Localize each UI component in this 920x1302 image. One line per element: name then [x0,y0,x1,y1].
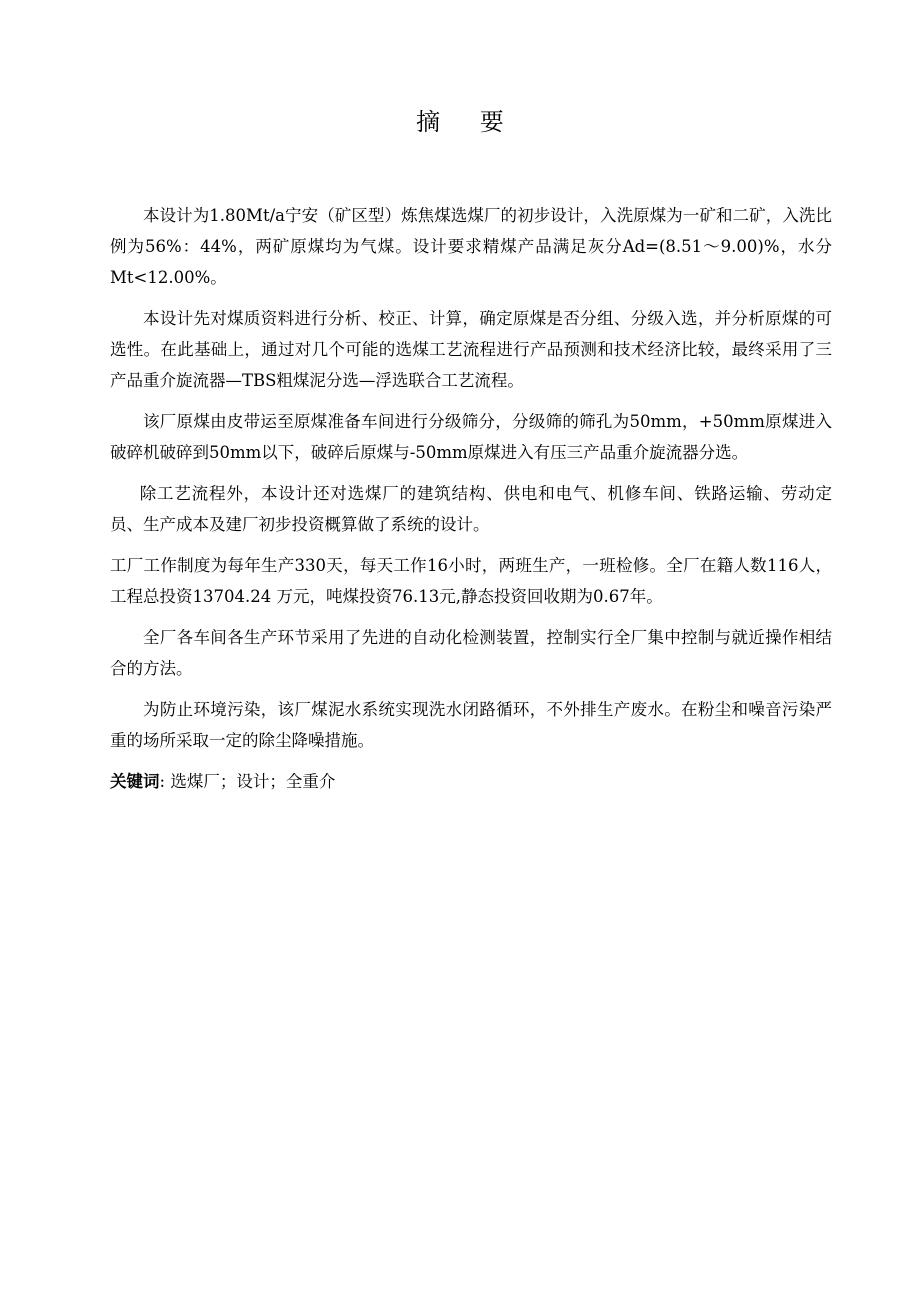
keywords-separator: : [159,772,171,791]
keywords-line [110,766,832,797]
keywords-values: 选煤厂；设计；全重介 [170,772,336,791]
abstract-title: 摘 要 [416,108,520,136]
paragraph-coal-preparation: 该厂原煤由皮带运至原煤准备车间进行分级筛分，分级筛的筛孔为50mm，+50mm原煤进入破碎机破碎到50mm以下，破碎后原煤与-50mm原煤进入有压三产品重介旋流器分选。 [110,412,832,462]
paragraph-process-selection: 本设计先对煤质资料进行分析、校正、计算，确定原煤是否分组、分级入选，并分析原煤的可选性。在此基础上，通过对几个可能的选煤工艺流程进行产品预测和技术经济比较，最终采用了三产品重介旋流器—TBS粗煤泥分选—浮选联合工艺流程。 [110,309,832,390]
paragraph-design-overview: 本设计为1.80Mt/a宁安（矿区型）炼焦煤选煤厂的初步设计，入洗原煤为一矿和二矿，入洗比例为56%：44%，两矿原煤均为气煤。设计要求精煤产品满足灰分Ad=(8.51～9.00)%，水分Mt<12.00%。 [110,206,832,287]
keywords-label: 关键词 [110,772,160,791]
paragraph-other-designs: 除工艺流程外，本设计还对选煤厂的建筑结构、供电和电气、机修车间、铁路运输、劳动定员、生产成本及建厂初步投资概算做了系统的设计。 [110,484,832,534]
paragraph-work-schedule: 工厂工作制度为每年生产330天，每天工作16小时，两班生产，一班检修。全厂在籍人数116人，工程总投资13704.24 万元，吨煤投资76.13元,静态投资回收期为0.67年。 [110,556,832,606]
paragraph-automation: 全厂各车间各生产环节采用了先进的自动化检测装置，控制实行全厂集中控制与就近操作相结合的方法。 [110,628,832,678]
abstract-body [110,200,832,807]
paragraph-environment: 为防止环境污染，该厂煤泥水系统实现洗水闭路循环，不外排生产废水。在粉尘和噪音污染严重的场所采取一定的除尘降噪措施。 [110,700,832,750]
